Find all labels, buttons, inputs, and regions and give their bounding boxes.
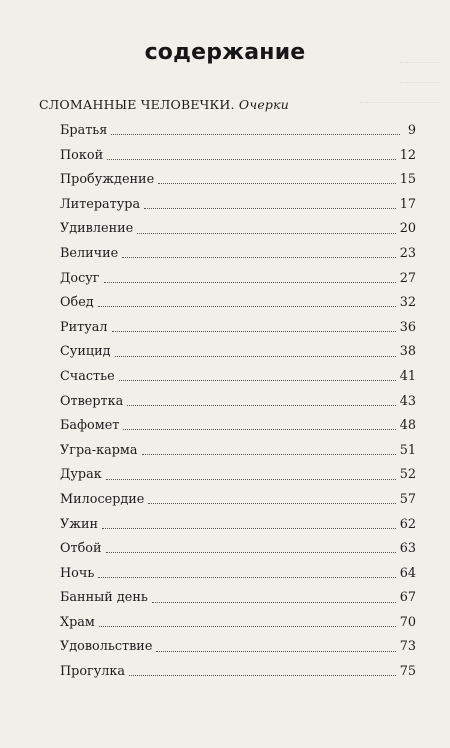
toc-entry-title: Бафомет [60, 418, 120, 434]
dot-leader [148, 502, 395, 504]
dot-leader [129, 674, 396, 676]
toc-entry [60, 660, 416, 685]
toc-entry [60, 291, 416, 316]
dot-leader [115, 355, 396, 357]
toc-entry [60, 611, 416, 636]
dot-leader [158, 182, 396, 184]
toc-entry-page-number: 64 [399, 565, 416, 581]
toc-entry-title: Прогулка [60, 664, 126, 680]
toc-entry [60, 562, 416, 587]
dot-leader [98, 305, 396, 307]
toc-entry-title: Счастье [60, 368, 115, 384]
toc-entry-page-number: 73 [399, 639, 416, 655]
toc-entry [60, 414, 416, 439]
toc-entry-title: Ужин [60, 516, 99, 532]
dot-leader [122, 256, 396, 258]
toc-entry-title: Братья [60, 123, 108, 138]
toc-entry-page-number: 51 [399, 442, 416, 458]
toc-entry-title: Храм [60, 614, 95, 630]
toc-entry [60, 144, 416, 169]
toc-entry-page-number: 75 [399, 664, 416, 680]
dot-leader [104, 281, 396, 283]
toc-entry-page-number: 70 [399, 614, 416, 630]
toc-entry-title: Банный день [60, 590, 148, 606]
dot-leader [107, 158, 396, 160]
dot-leader [152, 601, 396, 603]
dot-leader [156, 650, 395, 652]
dot-leader [119, 379, 396, 381]
toc-entry-page-number: 57 [399, 491, 416, 507]
toc-entry-title: Литература [60, 196, 141, 212]
toc-entry-page-number: 12 [399, 147, 416, 163]
toc-entry [60, 390, 416, 415]
dot-leader [99, 625, 396, 627]
toc-entry-page-number: 43 [399, 393, 416, 409]
bleed-through-artifact [360, 92, 440, 103]
toc-entry-title: Удивление [60, 221, 134, 237]
toc-entry-page-number: 32 [399, 295, 416, 311]
toc-entry-title: Отвертка [60, 393, 124, 409]
toc-entry [60, 168, 416, 193]
toc-entry [60, 267, 416, 292]
dot-leader [111, 133, 400, 135]
toc-entry [60, 217, 416, 242]
toc-entry-page-number: 48 [399, 418, 416, 434]
toc-entry-title: Дурак [60, 467, 102, 483]
toc-entry-title: Милосердие [60, 491, 145, 507]
dot-leader [144, 207, 396, 209]
dot-leader [123, 428, 395, 430]
toc-entry-title: Покой [60, 147, 104, 163]
toc-entry [60, 119, 416, 144]
toc-entry-page-number: 15 [399, 172, 416, 188]
toc-entry-title: Ритуал [60, 319, 108, 335]
toc-entry-page-number: 27 [399, 270, 416, 286]
toc-entry [60, 242, 416, 267]
toc-entry-page-number: 20 [399, 221, 416, 237]
toc-entry [60, 439, 416, 464]
dot-leader [106, 478, 396, 480]
dot-leader [127, 404, 395, 406]
toc-entry [60, 488, 416, 513]
toc-entry-page-number: 52 [399, 467, 416, 483]
toc-entry-page-number: 36 [399, 319, 416, 335]
toc-entry-title: Величие [60, 245, 119, 261]
toc-entry-title: Угра-карма [60, 442, 138, 458]
toc-entry-page-number: 63 [399, 541, 416, 557]
toc-entry-title: Пробуждение [60, 172, 155, 188]
section-heading [39, 97, 289, 112]
toc-entry-page-number: 38 [399, 344, 416, 360]
toc-entry-title: Удовольствие [60, 639, 153, 655]
toc-entry [60, 340, 416, 365]
toc-entry-page-number: 67 [399, 590, 416, 606]
toc-entry [60, 537, 416, 562]
dot-leader [98, 576, 395, 578]
toc-entry-title: Досуг [60, 270, 100, 286]
toc-entry [60, 513, 416, 538]
dot-leader [142, 453, 396, 455]
toc-entry [60, 316, 416, 341]
toc-entry-page-number: 41 [399, 368, 416, 384]
toc-entry-page-number: 9 [407, 123, 416, 138]
toc-entry-title: Отбой [60, 541, 102, 557]
bleed-through-artifact [400, 72, 440, 83]
toc-entry-title: Ночь [60, 565, 95, 581]
page-title: содержание [144, 40, 306, 65]
section-subtitle: Очерки [238, 97, 290, 112]
toc-entry-page-number: 62 [399, 516, 416, 532]
toc-entry [60, 586, 416, 611]
table-of-contents [60, 119, 416, 685]
dot-leader [106, 551, 396, 553]
section-title: СЛОМАННЫЕ ЧЕЛОВЕЧКИ. [39, 97, 235, 112]
toc-entry [60, 365, 416, 390]
toc-entry-page-number: 17 [399, 196, 416, 212]
dot-leader [102, 527, 396, 529]
toc-entry-page-number: 23 [399, 245, 416, 261]
dot-leader [112, 330, 396, 332]
toc-entry [60, 193, 416, 218]
dot-leader [137, 232, 396, 234]
toc-entry [60, 635, 416, 660]
toc-entry-title: Обед [60, 295, 94, 311]
toc-entry-title: Суицид [60, 344, 111, 360]
toc-entry [60, 463, 416, 488]
